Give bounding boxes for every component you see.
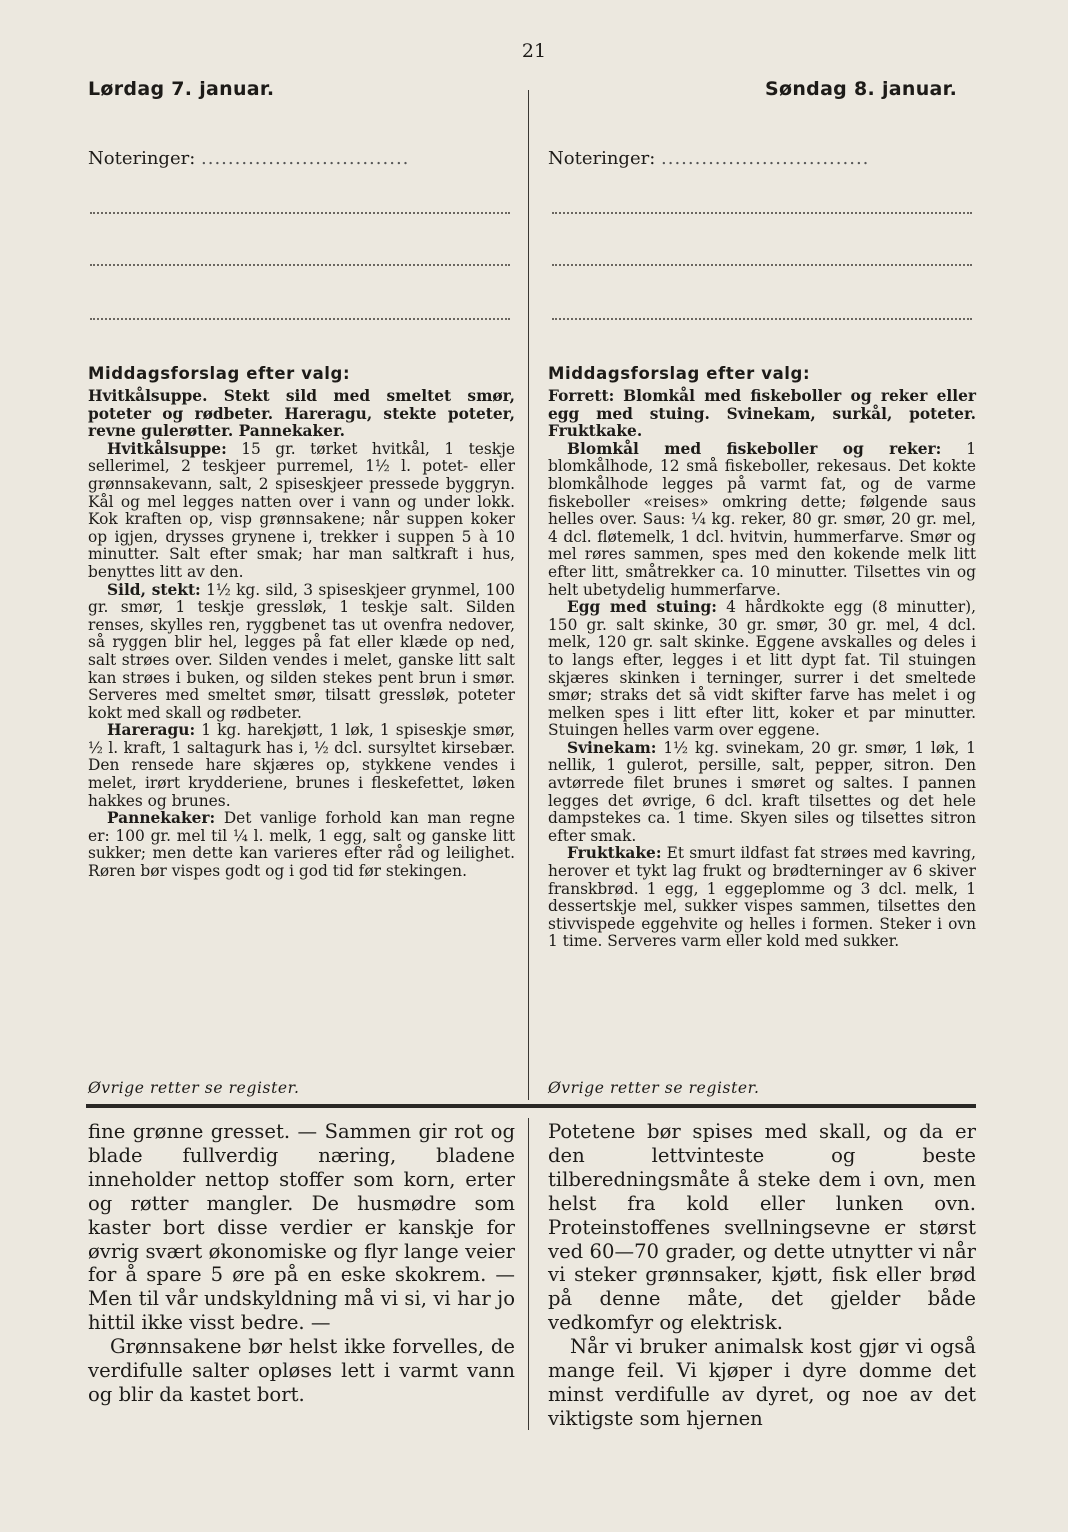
left-notes-line-2 <box>90 264 510 266</box>
right-notes-line-2 <box>552 264 972 266</box>
left-body-paragraph: Grønnsakene bør helst ikke forvelles, de verdifulle salter opløses lett i varmt vann og blir da kastet bort. <box>88 1335 515 1406</box>
column-divider-lower <box>528 1118 529 1430</box>
right-menu-summary: Forrett: Blomkål med fiskeboller og reker eller egg med stuing. Svinekam, surkål, poteter. Fruktkake. <box>548 387 976 441</box>
right-notes-label: Noteringer: ............................... <box>548 148 870 169</box>
left-body-paragraph: fine grønne gresset. — Sammen gir rot og blade fullverdig næring, bladene inneholder nettop stoffer som korn, erter og røtter mangler. De husmødre som kaster bort disse verdier er kanskje for øvrig svært økonomiske og flyr lange veier for å spare 5 øre på en eske skokrem. — Men til vår undskyldning må vi si, vi har jo hittil ikke visst bedre. — <box>88 1120 515 1335</box>
left-register-note: Øvrige retter se register. <box>88 1079 300 1097</box>
recipe-hareragu: Hareragu: 1 kg. harekjøtt, 1 løk, 1 spiseskje smør, ½ l. kraft, 1 saltagurk has i, ½ dcl. sursyltet kirsebær. Den rensede hare skjæres op, stykkene vendes i melet, irørt krydderiene, brunes i fleskefettet, løken hakkes og brunes. <box>88 721 515 810</box>
left-notes-label: Noteringer: ............................... <box>88 148 410 169</box>
right-body-text <box>548 1120 976 1431</box>
recipe-hvitkalsuppe: Hvitkålsuppe: 15 gr. tørket hvitkål, 1 teskje sellerimel, 2 teskjeer purremel, 1½ l. potet- eller grønnsakevann, salt, 2 spiseskjeer pressede byggryn. Kål og mel legges natten over i vann og under lokk. Kok kraften op, visp grønnsakene; når suppen koker op igjen, drysses grynene i, trekker i suppen 5 à 10 minutter. Salt efter smak; har man saltkraft i hus, benyttes litt av den. <box>88 439 515 581</box>
right-notes-line-3 <box>552 318 972 320</box>
recipe-sild-stekt: Sild, stekt: 1½ kg. sild, 3 spiseskjeer grynmel, 100 gr. smør, 1 teskje gressløk, 1 teskje salt. Silden renses, skylles ren, ryggbenet tas ut ovenfra nedover, så ryggen blir hel, legges på fat eller klæde op ned, salt strøes over. Silden vendes i melet, ganske litt salt kan strøes i buken, og silden stekes pent brun i smør. Serveres med smeltet smør, tilsatt gressløk, poteter kokt med skall og rødbeter. <box>88 580 515 722</box>
page-number: 21 <box>521 40 547 62</box>
recipe-pannekaker: Pannekaker: Det vanlige forhold kan man regne er: 100 gr. mel til ¼ l. melk, 1 egg, salt og ganske litt sukker; men dette kan varieres efter råd og leilighet. Røren bør vispes godt og i god tid før stekingen. <box>88 809 515 881</box>
left-notes-line-1 <box>90 212 510 214</box>
recipe-fruktkake: Fruktkake: Et smurt ildfast fat strøes med kavring, herover et tykt lag frukt og brødterninger av 6 skiver franskbrød. 1 egg, 1 eggeplomme og 3 dcl. melk, 1 dessertskje mel, sukker vispes sammen, tilsettes den stivvispede eggehvite og helles i formen. Steker i ovn 1 time. Serveres varm eller kold med sukker. <box>548 844 976 951</box>
recipe-svinekam: Svinekam: 1½ kg. svinekam, 20 gr. smør, 1 løk, 1 nellik, 1 gulerot, persille, salt, pepper, sitron. Den avtørrede filet brunes i smøret og saltes. I pannen legges det øvrige, 6 dcl. kraft tilsettes og det hele dampstekes ca. 1 time. Skyen siles og tilsettes sitron efter smak. <box>548 738 976 845</box>
recipe-blomkal: Blomkål med fiskeboller og reker: 1 blomkålhode, 12 små fiskeboller, rekesaus. Det kokte blomkålhode legges på varmt fat, og de varme fiskeboller «reises» omkring dette; følgende saus helles over. Saus: ¼ kg. reker, 80 gr. smør, 20 gr. mel, 4 dcl. fløtemelk, 1 dcl. hvitvin, hummerfarve. Smør og mel røres sammen, spes med den kokende melk litt efter litt, småtrekker ca. 10 minutter. Tilsettes vin og helt ubetydelig hummerfarve. <box>548 439 976 599</box>
right-day-heading: Søndag 8. januar. <box>765 78 958 100</box>
left-day-heading: Lørdag 7. januar. <box>88 78 275 100</box>
section-rule <box>86 1104 976 1108</box>
right-body-paragraph: Når vi bruker animalsk kost gjør vi også mange feil. Vi kjøper i dyre domme det minst verdifulle av dyret, og noe av det viktigste som hjernen <box>548 1335 976 1430</box>
right-menu-heading: Middagsforslag efter valg: <box>548 364 811 383</box>
left-recipes <box>88 388 515 881</box>
right-notes-line-1 <box>552 212 972 214</box>
left-notes-line-3 <box>90 318 510 320</box>
left-menu-summary: Hvitkålsuppe. Stekt sild med smeltet smør, poteter og rødbeter. Hareragu, stekte poteter, revne gulerøtter. Pannekaker. <box>88 387 515 441</box>
left-menu-heading: Middagsforslag efter valg: <box>88 364 351 383</box>
right-body-paragraph: Potetene bør spises med skall, og da er den lettvinteste og beste tilberedningsmåte å steke dem i ovn, men helst fra kold eller lunken ovn. Proteinstoffenes svellningsevne er størst ved 60—70 grader, og dette utnytter vi når vi steker grønnsaker, kjøtt, fisk eller brød på denne måte, det gjelder både vedkomfyr og elektrisk. <box>548 1120 976 1335</box>
column-divider-upper <box>528 90 529 1100</box>
recipe-egg-med-stuing: Egg med stuing: 4 hårdkokte egg (8 minutter), 150 gr. salt skinke, 30 gr. smør, 30 gr. mel, 4 dcl. melk, 120 gr. salt skinke. Eggene avskalles og deles i to langs efter, legges i et litt dypt fat. Til stuingen skjæres skinken i terninger, surrer i det smeltede smør; straks det så vidt skifter farve has melet i og melken spes i litt efter litt, koker et par minutter. Stuingen helles varm over eggene. <box>548 598 976 740</box>
left-body-text <box>88 1120 515 1407</box>
right-register-note: Øvrige retter se register. <box>548 1079 760 1097</box>
right-recipes <box>548 388 976 951</box>
